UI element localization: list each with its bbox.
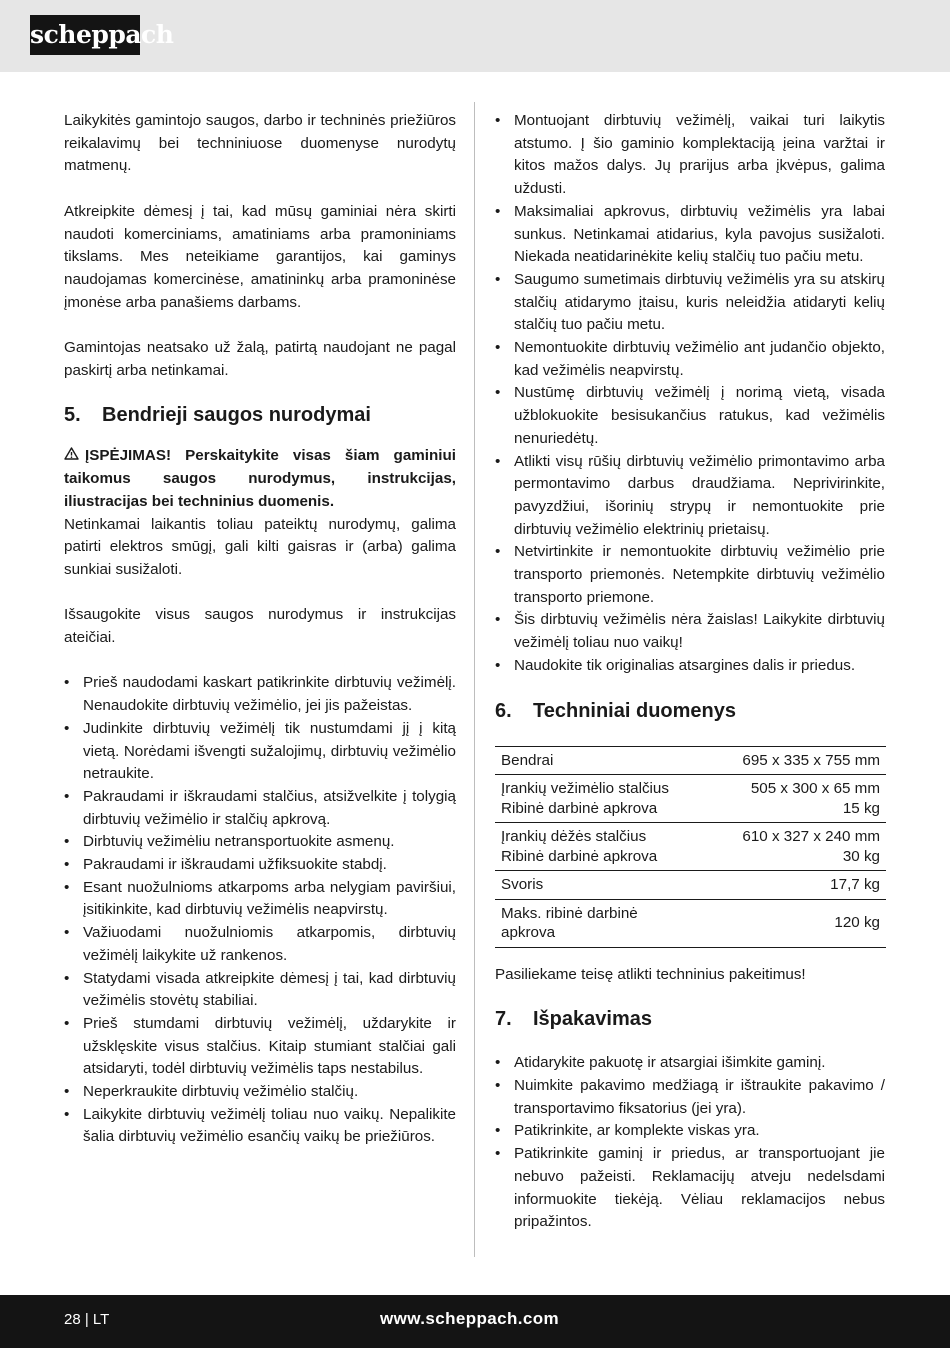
list-item: • Netvirtinkite ir nemontuokite dirbtuvių vežimėlio prie transporto priemonės. Netempkite dirbtuvių vežimėlio transporto priemone. (495, 541, 885, 609)
page-footer (0, 1295, 950, 1348)
column-divider (474, 102, 475, 1257)
technical-data-table (495, 746, 886, 948)
list-item: • Dirbtuvių vežimėliu netransportuokite asmenų. (64, 831, 456, 854)
section-number: 5. (64, 404, 81, 427)
section-title: Techniniai duomenys (533, 699, 736, 722)
table-cell-value: 695 x 335 x 755 mm (709, 746, 887, 775)
warning-block (64, 445, 456, 513)
section-title: Išpakavimas (533, 1008, 652, 1031)
table-cell-label: Maks. ribinė darbinė apkrova (495, 899, 709, 947)
safety-list-continued (495, 110, 885, 678)
table-cell-value: 17,7 kg (709, 871, 887, 900)
keep-instructions-text: Išsaugokite visus saugos nurodymus ir instrukcijas ateičiai. (64, 606, 456, 647)
list-item: • Šis dirbtuvių vežimėlis nėra žaislas! Laikykite dirbtuvių vežimėlį toliau nuo vaikų! (495, 609, 885, 654)
intro-paragraph: Atkreipkite dėmesį į tai, kad mūsų gaminiai nėra skirti naudoti komerciniams, amatiniams arba pramoniniams tikslams. Mes neteikiame garantijos, kai gaminys naudojamas komercinėse, amatininkų arba pramoninėse įmonėse arba panašiems darbams. (64, 202, 456, 311)
list-item: • Patikrinkite gaminį ir priedus, ar transportuojant jie nebuvo pažeisti. Reklamacijų atveju nedelsdami informuokite tiekėją. Vėliau reklamacijos nebus pripažintos. (495, 1143, 885, 1234)
table-row (495, 899, 886, 947)
section-title: Bendrieji saugos nurodymai (102, 404, 371, 427)
warning-bold-text: ĮSPĖJIMAS! Perskaitykite visas šiam gaminiui taikomus saugos nurodymus, instrukcijas, iliustracijas bei techninius duomenis. (64, 447, 456, 510)
list-item: • Atlikti visų rūšių dirbtuvių vežimėlio primontavimo arba permontavimo darbus draudžiama. Neprivirinkite, pavyzdžiui, išorinių strypų ir nemontuokite prie dirbtuvių vežimėlio elektrinių prietaisų. (495, 451, 885, 542)
list-item: • Saugumo sumetimais dirbtuvių vežimėlis yra su atskirų stalčių atidarymo įtaisu, kuris neleidžia atidaryti kelių stalčių tuo pačiu metu. (495, 269, 885, 337)
warning-triangle-icon (64, 445, 79, 468)
scheppach-logo: scheppach (30, 15, 140, 55)
table-cell-value: 505 x 300 x 65 mm 15 kg (709, 775, 887, 823)
website-link[interactable]: www.scheppach.com (380, 1309, 560, 1328)
list-item: • Statydami visada atkreipkite dėmesį į tai, kad dirbtuvių vežimėlis stovėtų stabiliai. (64, 968, 456, 1013)
list-item: • Važiuodami nuožulniomis atkarpomis, dirbtuvių vežimėlį laikykite už rankenos. (64, 922, 456, 967)
list-item: • Montuojant dirbtuvių vežimėlį, vaikai turi laikytis atstumo. Į šio gaminio komplektaciją įeina varžtai ir kitos mažos dalys. Jų prarijus arba įkvėpus, galima uždusti. (495, 110, 885, 201)
list-item: • Nemontuokite dirbtuvių vežimėlio ant judančio objekto, kad vežimėlis neapvirstų. (495, 337, 885, 382)
list-item: • Pakraudami ir iškraudami užfiksuokite stabdį. (64, 854, 456, 877)
table-cell-value: 120 kg (709, 899, 887, 947)
list-item: • Atidarykite pakuotę ir atsargiai išimkite gaminį. (495, 1052, 885, 1075)
page-number: 28 | LT (64, 1311, 110, 1328)
section-5-heading (64, 402, 456, 428)
list-item: • Naudokite tik originalias atsargines dalis ir priedus. (495, 655, 885, 678)
section-number: 7. (495, 1008, 512, 1031)
section-7-heading (495, 1006, 885, 1032)
list-item: • Nuimkite pakavimo medžiagą ir ištraukite pakavimo / transportavimo fiksatorius (jei yra). (495, 1075, 885, 1120)
table-cell-label: Įrankių vežimėlio stalčius Ribinė darbinė apkrova (495, 775, 709, 823)
right-column (495, 110, 885, 1234)
list-item: • Neperkraukite dirbtuvių vežimėlio stalčių. (64, 1081, 456, 1104)
list-item: • Nustūmę dirbtuvių vežimėlį į norimą vietą, visada užblokuokite besisukančius ratukus, kad vežimėlis nenuriedėtų. (495, 382, 885, 450)
list-item: • Esant nuožulnioms atkarpoms arba nelygiam paviršiui, įsitikinkite, kad dirbtuvių vežimėlis neapvirstų. (64, 877, 456, 922)
table-cell-label: Bendrai (495, 746, 709, 775)
list-item: • Maksimaliai apkrovus, dirbtuvių vežimėlis yra labai sunkus. Netinkamai atidarius, kyla pavojus susižaloti. Niekada neatidarinėkite kelių stalčių tuo pačiu metu. (495, 201, 885, 269)
section-number: 6. (495, 699, 512, 722)
table-cell-value: 610 x 327 x 240 mm 30 kg (709, 823, 887, 871)
table-row (495, 746, 886, 775)
list-item: • Prieš naudodami kaskart patikrinkite dirbtuvių vežimėlį. Nenaudokite dirbtuvių vežimėlio, jei jis pažeistas. (64, 672, 456, 717)
list-item: • Pakraudami ir iškraudami stalčius, atsižvelkite į tolygią dirbtuvių vežimėlio ir stalčių apkrovą. (64, 786, 456, 831)
table-row (495, 775, 886, 823)
intro-paragraph: Laikykitės gamintojo saugos, darbo ir techninės priežiūros reikalavimų bei techniniuose duomenyse nurodytų matmenų. (64, 112, 456, 175)
warning-text: Netinkamai laikantis toliau pateiktų nurodymų, galima patirti elektros smūgį, gali kilti gaisras ir (arba) galima sunkiai susižaloti. (64, 515, 456, 578)
table-cell-label: Įrankių dėžės stalčius Ribinė darbinė apkrova (495, 823, 709, 871)
page-header (0, 0, 950, 72)
list-item: • Prieš stumdami dirbtuvių vežimėlį, uždarykite ir užsklęskite visus stalčius. Kitaip stumiant stalčiai gali atsidaryti, todėl dirbtuvių vežimėlis taps nestabilus. (64, 1013, 456, 1081)
table-row (495, 871, 886, 900)
unpacking-list (495, 1052, 885, 1234)
table-cell-label: Svoris (495, 871, 709, 900)
table-row (495, 823, 886, 871)
intro-paragraph: Gamintojas neatsako už žalą, patirtą naudojant ne pagal paskirtį arba netinkamai. (64, 339, 456, 379)
technical-changes-note: Pasiliekame teisę atlikti techninius pakeitimus! (495, 965, 806, 983)
list-item: • Laikykite dirbtuvių vežimėlį toliau nuo vaikų. Nepalikite šalia dirbtuvių vežimėlio esančių vaikų be priežiūros. (64, 1104, 456, 1149)
list-item: • Judinkite dirbtuvių vežimėlį tik nustumdami jį į kitą vietą. Norėdami išvengti sužalojimų, dirbtuvių vežimėlio netraukite. (64, 718, 456, 786)
left-column (64, 110, 456, 1149)
section-6-heading (495, 698, 885, 724)
safety-list (64, 672, 456, 1149)
list-item: • Patikrinkite, ar komplekte viskas yra. (495, 1120, 885, 1143)
